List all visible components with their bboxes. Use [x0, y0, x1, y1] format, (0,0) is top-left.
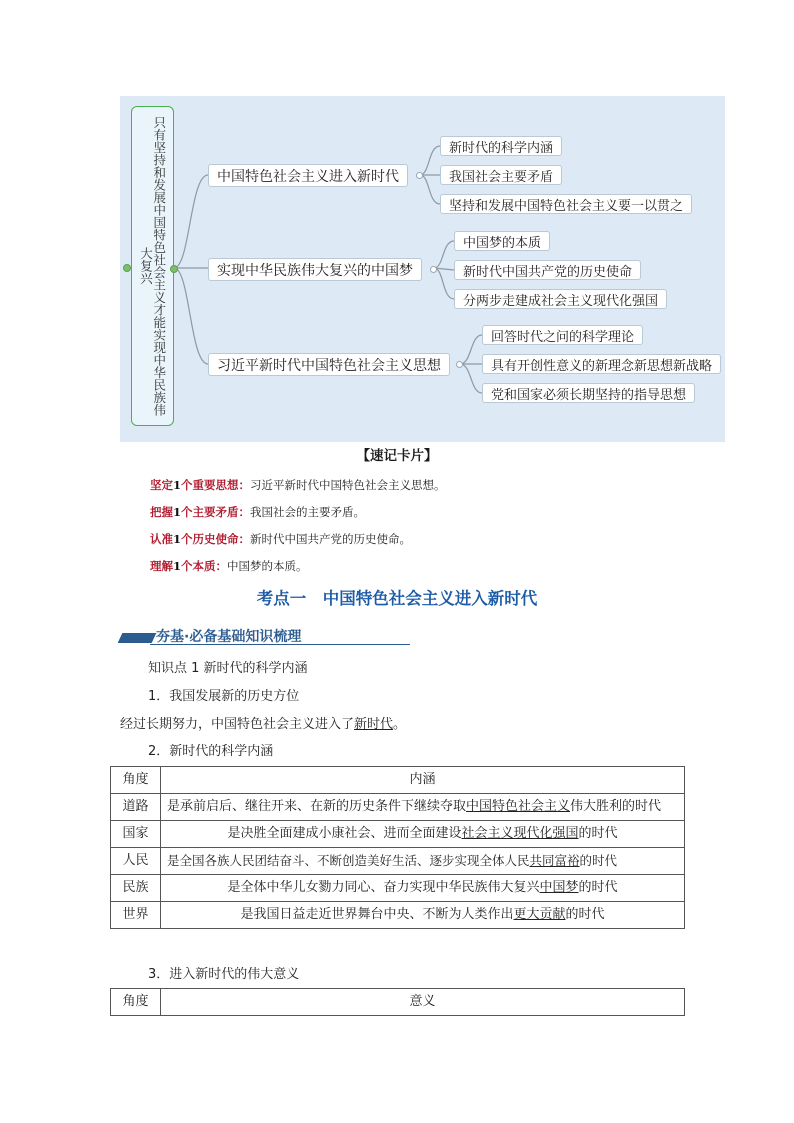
leaf-historic-mission[interactable]: 新时代中国共产党的历史使命 — [454, 260, 641, 280]
memo-line — [150, 558, 308, 574]
section-title: 考点一 中国特色社会主义进入新时代 — [256, 589, 538, 608]
mind-map-root: 只有坚持和发展中国特色社会主义才能实现中华民族伟大复兴 — [131, 106, 174, 426]
memo-text: 我国社会的主要矛盾。 — [250, 505, 366, 519]
leaf-dream-essence[interactable]: 中国梦的本质 — [454, 231, 550, 251]
table-cell-angle: 国家 — [111, 821, 161, 848]
branch-chinese-dream[interactable]: 实现中华民族伟大复兴的中国梦 — [208, 258, 422, 281]
table-row — [111, 794, 685, 821]
leaf-main-contradiction[interactable]: 我国社会主要矛盾 — [440, 165, 562, 185]
table-cell-angle: 世界 — [111, 902, 161, 929]
leaf-new-ideas[interactable]: 具有开创性意义的新理念新思想新战略 — [482, 354, 721, 374]
table-header: 意义 — [161, 989, 685, 1016]
connotation-table — [110, 766, 685, 929]
band-slab — [118, 633, 157, 643]
table-row — [111, 821, 685, 848]
memo-text: 中国梦的本质。 — [227, 559, 308, 573]
table-cell-content: 是我国日益走近世界舞台中央、不断为人类作出更大贡献的时代 — [161, 902, 685, 929]
table-cell-angle: 人民 — [111, 848, 161, 875]
memo-text: 新时代中国共产党的历史使命。 — [250, 532, 412, 546]
branch-xi-thought-dot[interactable] — [456, 361, 463, 368]
root-collapse-dot[interactable] — [170, 265, 178, 273]
leaf-persist-consistently[interactable]: 坚持和发展中国特色社会主义要一以贯之 — [440, 194, 692, 214]
item2-heading: 2．新时代的科学内涵 — [148, 744, 274, 759]
table-header-row — [111, 989, 685, 1016]
branch-xi-thought[interactable]: 习近平新时代中国特色社会主义思想 — [208, 353, 450, 376]
table-header: 角度 — [111, 989, 161, 1016]
left-collapse-dot[interactable] — [123, 264, 131, 272]
leaf-two-step[interactable]: 分两步走建成社会主义现代化强国 — [454, 289, 667, 309]
memo-line — [150, 504, 365, 520]
table-cell-content: 是全国各族人民团结奋斗、不断创造美好生活、逐步实现全体人民共同富裕的时代 — [161, 848, 685, 875]
table-row — [111, 848, 685, 875]
table-row — [111, 875, 685, 902]
memo-line — [150, 477, 446, 493]
knowledge-point: 知识点 1 新时代的科学内涵 — [148, 661, 308, 676]
memo-lead: 把握1个主要矛盾： — [150, 505, 251, 519]
table-cell-content: 是决胜全面建成小康社会、进而全面建设社会主义现代化强国的时代 — [161, 821, 685, 848]
memo-text: 习近平新时代中国特色社会主义思想。 — [250, 478, 446, 492]
item1-text: 经过长期努力，中国特色社会主义进入了新时代。 — [120, 717, 407, 732]
leaf-scientific-theory[interactable]: 回答时代之问的科学理论 — [482, 325, 643, 345]
table-cell-content: 是承前启后、继往开来、在新的历史条件下继续夺取中国特色社会主义伟大胜利的时代 — [161, 794, 685, 821]
memo-lead: 认准1个历史使命： — [150, 532, 251, 546]
table-cell-angle: 道路 — [111, 794, 161, 821]
mind-map — [120, 96, 725, 442]
item1-heading: 1．我国发展新的历史方位 — [148, 689, 300, 704]
table-header-row — [111, 767, 685, 794]
memo-line — [150, 531, 411, 547]
branch-new-era[interactable]: 中国特色社会主义进入新时代 — [208, 164, 408, 187]
leaf-guiding-thought[interactable]: 党和国家必须长期坚持的指导思想 — [482, 383, 695, 403]
memo-lead: 理解1个本质： — [150, 559, 228, 573]
table-header: 角度 — [111, 767, 161, 794]
section-band — [120, 624, 410, 646]
table-cell-angle: 民族 — [111, 875, 161, 902]
table-header: 内涵 — [161, 767, 685, 794]
branch-new-era-dot[interactable] — [416, 172, 423, 179]
memo-lead: 坚定1个重要思想： — [150, 478, 251, 492]
underlined-term: 新时代 — [354, 717, 394, 732]
memo-card-title: 【速记卡片】 — [356, 448, 438, 464]
band-title: 夯基·必备基础知识梳理 — [156, 629, 302, 645]
item3-heading: 3．进入新时代的伟大意义 — [148, 967, 300, 982]
leaf-scientific-connotation[interactable]: 新时代的科学内涵 — [440, 136, 562, 156]
branch-chinese-dream-dot[interactable] — [430, 266, 437, 273]
table-row — [111, 902, 685, 929]
significance-table — [110, 988, 685, 1016]
table-cell-content: 是全体中华儿女勠力同心、奋力实现中华民族伟大复兴中国梦的时代 — [161, 875, 685, 902]
